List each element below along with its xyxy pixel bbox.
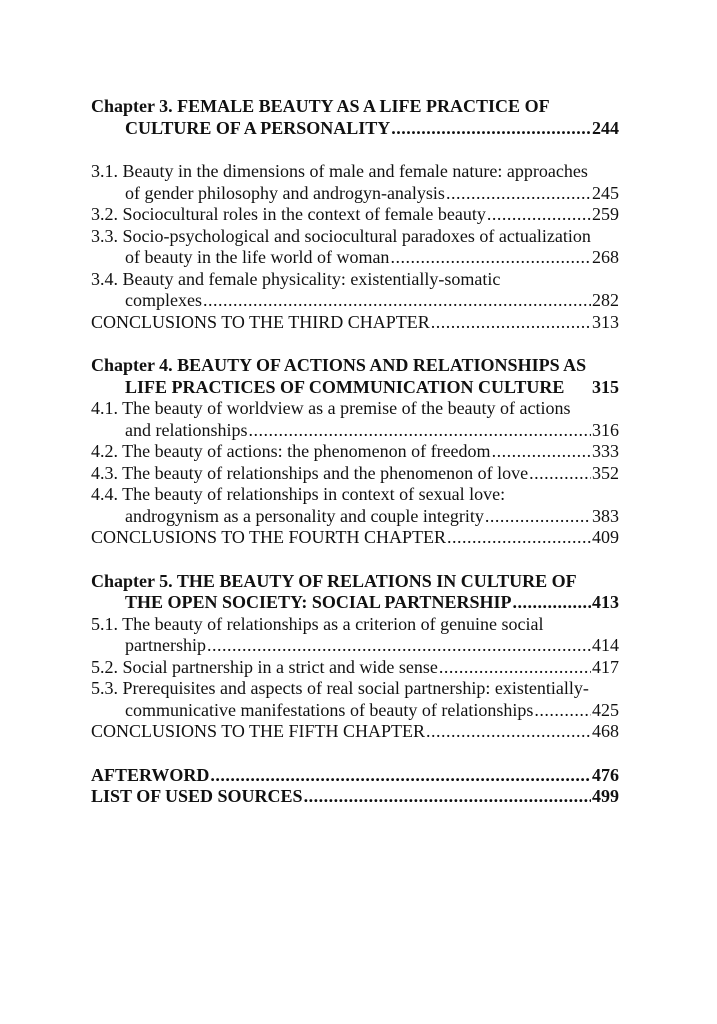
chapter-4-heading-line2: [91, 377, 619, 399]
section-3-4-line1: [91, 269, 619, 291]
chapter-5-heading-line2: [91, 592, 619, 614]
section-5-2-line1: [91, 657, 619, 679]
section-3-2-title: 3.2. Sociocultural roles in the context of female beauty: [91, 204, 486, 224]
section-3-3-line2: [91, 247, 619, 269]
section-4-2-line1: [91, 441, 619, 463]
dot-leader: [390, 247, 591, 269]
section-3-4-title-part1: 3.4. Beauty and female physicality: existentially-somatic: [91, 268, 501, 289]
section-3-2-page-number: 259: [592, 204, 619, 224]
section-3-4-title-part2: complexes: [125, 290, 202, 310]
dot-leader: [447, 527, 591, 549]
sources-line: [91, 786, 619, 808]
afterword-line: [91, 765, 619, 787]
afterword-page-number: 476: [592, 764, 619, 785]
section-3-2-line1: [91, 204, 619, 226]
section-3-3-title-part2: of beauty in the life world of woman: [125, 247, 390, 267]
conclusions-3-line: [91, 312, 619, 334]
sources-page-number: 499: [592, 786, 619, 806]
section-4-4-line2: [91, 506, 619, 528]
section-3-1-page-number: 245: [592, 182, 619, 203]
section-4-1-title-part2: and relationships: [125, 419, 248, 440]
conclusions-5-title: CONCLUSIONS TO THE FIFTH CHAPTER: [91, 721, 426, 741]
section-5-1-page-number: 414: [592, 635, 619, 655]
section-4-1-page-number: 316: [592, 419, 619, 440]
section-4-4-page-number: 383: [592, 505, 619, 526]
dot-leader: [426, 721, 591, 743]
section-3-3-line1: [91, 226, 619, 248]
chapter-3-heading-line2: [91, 118, 619, 140]
dot-leader: [203, 290, 591, 312]
section-4-4-title-part2: androgynism as a personality and couple integrity: [125, 505, 484, 526]
chapter-3-title-part2: CULTURE OF A PERSONALITY: [125, 117, 391, 138]
dot-leader: [431, 312, 591, 334]
chapter-5-heading-line1: [91, 571, 619, 593]
conclusions-4-line: [91, 527, 619, 549]
conclusions-3-page-number: 313: [592, 311, 619, 332]
section-5-3-line2: [91, 700, 619, 722]
section-3-4-line2: [91, 290, 619, 312]
conclusions-5-page-number: 468: [592, 721, 619, 741]
section-5-1-title-part1: 5.1. The beauty of relationships as a criterion of genuine social: [91, 613, 544, 634]
section-4-3-page-number: 352: [592, 462, 619, 483]
table-of-contents: [91, 96, 619, 808]
dot-leader: [492, 441, 591, 463]
section-4-2-page-number: 333: [592, 441, 619, 461]
dot-leader: [207, 635, 591, 657]
dot-leader: [391, 118, 591, 140]
section-4-2-title: 4.2. The beauty of actions: the phenomenon of freedom: [91, 441, 491, 461]
section-5-3-line1: [91, 678, 619, 700]
dot-leader: [304, 786, 591, 808]
section-5-3-page-number: 425: [592, 699, 619, 720]
dot-leader: [534, 700, 591, 722]
section-5-1-line2: [91, 635, 619, 657]
conclusions-4-title: CONCLUSIONS TO THE FOURTH CHAPTER: [91, 527, 446, 547]
section-3-1-line2: [91, 183, 619, 205]
section-5-2-title: 5.2. Social partnership in a strict and wide sense: [91, 656, 438, 677]
section-3-1-line1: [91, 161, 619, 183]
chapter-5-title-part1: Chapter 5. THE BEAUTY OF RELATIONS IN CULTURE OF: [91, 570, 577, 591]
section-3-1-title-part2: of gender philosophy and androgyn-analysis: [125, 182, 445, 203]
section-4-1-line1: [91, 398, 619, 420]
chapter-4-title-part2: LIFE PRACTICES OF COMMUNICATION CULTURE: [125, 376, 565, 397]
section-4-3-title: 4.3. The beauty of relationships and the phenomenon of love: [91, 462, 529, 483]
dot-leader: [210, 765, 591, 787]
conclusions-3-title: CONCLUSIONS TO THE THIRD CHAPTER: [91, 311, 430, 332]
conclusions-5-line: [91, 721, 619, 743]
dot-leader: [529, 463, 591, 485]
section-3-3-page-number: 268: [592, 247, 619, 267]
section-3-3-title-part1: 3.3. Socio-psychological and sociocultural paradoxes of actualization: [91, 225, 591, 246]
dot-leader: [248, 420, 591, 442]
section-5-1-line1: [91, 614, 619, 636]
section-4-4-line1: [91, 484, 619, 506]
sources-title: LIST OF USED SOURCES: [91, 786, 303, 806]
section-3-1-title-part1: 3.1. Beauty in the dimensions of male and female nature: approaches: [91, 161, 588, 181]
section-4-1-line2: [91, 420, 619, 442]
section-5-1-title-part2: partnership: [125, 635, 206, 655]
dot-leader: [487, 204, 591, 226]
section-4-1-title-part1: 4.1. The beauty of worldview as a premise of the beauty of actions: [91, 398, 571, 418]
afterword-title: AFTERWORD: [91, 764, 210, 785]
section-4-4-title-part1: 4.4. The beauty of relationships in context of sexual love:: [91, 484, 506, 504]
section-3-4-page-number: 282: [592, 290, 619, 310]
section-5-2-page-number: 417: [592, 656, 619, 677]
chapter-3-title-part1: Chapter 3. FEMALE BEAUTY AS A LIFE PRACTICE OF: [91, 96, 550, 116]
chapter-5-title-part2: THE OPEN SOCIETY: SOCIAL PARTNERSHIP: [125, 592, 512, 612]
conclusions-4-page-number: 409: [592, 527, 619, 547]
section-4-3-line1: [91, 463, 619, 485]
section-5-3-title-part2: communicative manifestations of beauty of relationships: [125, 699, 534, 720]
dot-leader: [439, 657, 591, 679]
dot-leader: [446, 183, 591, 205]
dot-leader: [485, 506, 591, 528]
chapter-5-page-number: 413: [592, 592, 619, 612]
chapter-4-page-number: 315: [592, 376, 619, 397]
chapter-3-heading-line1: [91, 96, 619, 118]
chapter-3-page-number: 244: [592, 117, 619, 138]
chapter-4-title-part1: Chapter 4. BEAUTY OF ACTIONS AND RELATIONSHIPS AS: [91, 355, 587, 375]
section-5-3-title-part1: 5.3. Prerequisites and aspects of real social partnership: existentially-: [91, 678, 589, 698]
chapter-4-heading-line1: [91, 355, 619, 377]
dot-leader: [512, 592, 591, 614]
